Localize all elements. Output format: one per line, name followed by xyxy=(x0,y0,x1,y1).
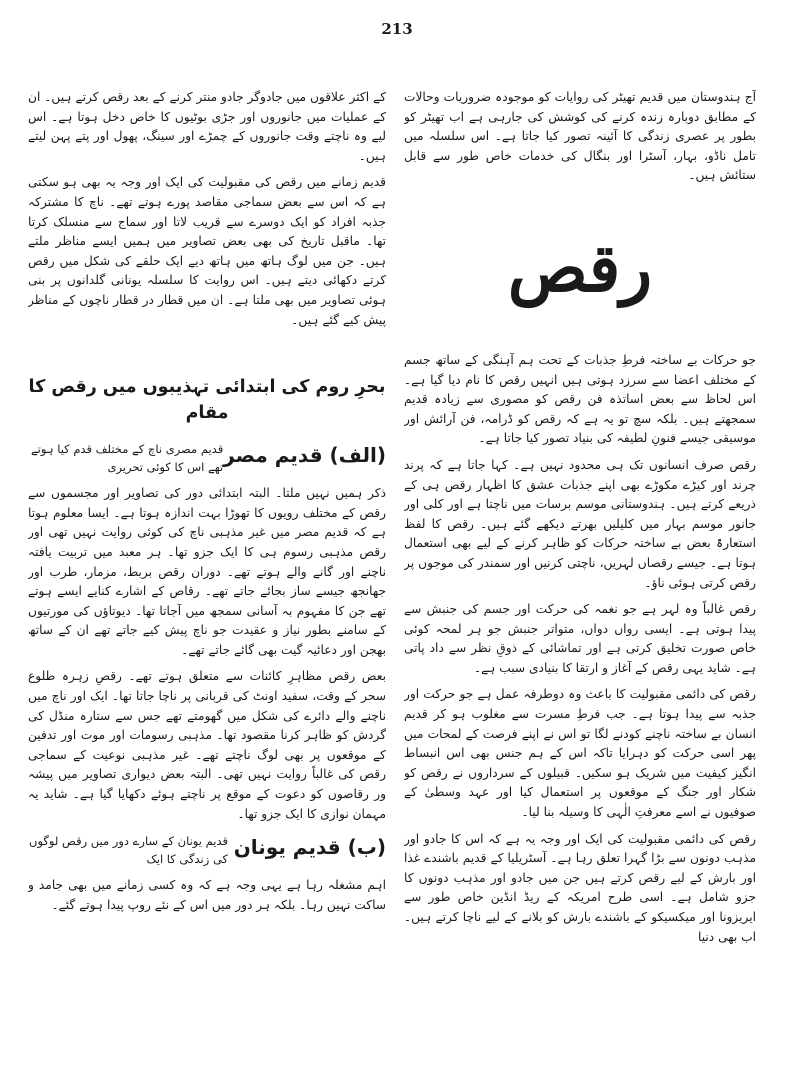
intro-paragraph: آج ہندوستان میں قدیم تھیٹر کی روایات کو موجودہ ضروریات وحالات کے مطابق دوبارہ زندہ کرنے کی کوشش کی جارہی ہے اب تھیٹر کو بطور پر عصری زندگی کا آئینہ تصور کیا جاتا ہے۔ اس سلسلہ میں تامل ناڈو، بہار، آسٹرا اور بنگال کی خدمات خاص طور سے قابل ستائش ہیں۔ xyxy=(404,90,756,183)
subsection-title: (الف) قدیم مصر xyxy=(223,443,386,468)
paragraph: رقص غالباً وہ لہر ہے جو نغمہ کی حرکت اور جسم کی جنبش سے پیدا ہوتی ہے۔ ایسی رواں دواں، متواتر جنبش جو ہر لمحہ کوئی خاص صورت تخلیق کرتی ہے اور تماشائی کے ذوقِ نظر سے داد پاتی ہے۔ شاید یہی رقص کے آغاز و ارتقا کا بنیادی سبب ہے۔ xyxy=(404,602,756,675)
paragraph: رقص کی دائمی مقبولیت کی ایک اور وجہ یہ ہے کہ اس کا جادو اور مذہب دونوں سے بڑا گہرا تعلق رہا ہے۔ آسٹریلیا کے قدیم باشندے غذا اور بارش کے لیے رقص کرتے ہیں جن میں جادو اور مذہب دونوں کا جزو شامل ہے۔ اسی طرح امریکہ کے ریڈ انڈین خاص طور سے ایریزونا اور میکسیکو کے باشندے بارش کو بلانے کے لیے ناچا کرتے ہیں۔ اب بھی دنیا xyxy=(404,831,756,944)
subsection-greece-heading xyxy=(28,832,386,868)
raqs-title: رقص xyxy=(507,228,653,307)
subsection-title: (ب) قدیم یونان xyxy=(233,835,386,860)
subsection-note: قدیم یونان کے سارے دور میں رقص لوگوں کی زندگی کا ایک xyxy=(29,834,228,867)
right-column xyxy=(404,88,756,1050)
paragraph: اہم مشغلہ رہا ہے یہی وجہ ہے کہ وہ کسی زمانے میں بھی جامد و ساکت نہیں رہا۔ بلکہ ہر دور میں اس کے نئے روپ پیدا ہوتے گئے۔ xyxy=(28,878,386,912)
paragraph: ذکر ہمیں نہیں ملتا۔ البتہ ابتدائی دور کی تصاویر اور مجسموں سے رقص کے مختلف رویوں کا تھوڑا بہت اندازہ ہوتا ہے۔ ایسا معلوم ہوتا ہے کہ قدیم مصر میں غیر مذہبی ناچ کی کوئی روایت نہیں تھی اور رقص مذہبی رسوم ہی کا ایک جزو تھا۔ ہر معبد میں تربیت یافتہ ناچنے اور گانے والے ہوتے تھے۔ دوران رقص بربط، مزمار، طرب اور جھانجھ جیسے ساز بجائے جاتے تھے۔ رقاص کے اشارے کنایے ایسے ہوتے تھے جن کا مفہوم بہ آسانی سمجھ میں آجاتا تھا۔ دیوتاؤں کی مورتیوں کے سامنے بطور نیاز و عقیدت جو ناچ پیش کیے جاتے تھے ان کے ساتھ بھجن اور دعائیہ گیت بھی گائے جاتے تھے۔ xyxy=(28,486,386,657)
subsection-note: قدیم مصری ناچ کے مختلف قدم کیا ہوتے تھے اس کا کوئی تحریری xyxy=(30,442,224,475)
paragraph: کے اکثر علاقوں میں جادوگر جادو منتر کرنے کے بعد رقص کرتے ہیں۔ ان کے عملیات میں جانوروں اور جڑی بوٹیوں کا خاص دخل ہوتا ہے۔ اس لیے وہ ناچتے وقت جانوروں کے چمڑے اور سینگ، پھول اور پتے پہن لیتے ہیں۔ xyxy=(28,90,386,163)
paragraph: جو حرکات بے ساختہ فرطِ جذبات کے تحت ہم آہنگی کے ساتھ جسم کے مختلف اعضا سے سرزد ہوتی ہیں انہیں رقص کا نام دیا گیا ہے۔ اس لحاظ سے بعض اساتذہ فن رقص کو مصوری سے زیادہ قدیم سمجھتے ہیں۔ بلکہ سچ تو یہ ہے کہ رقص کو ڈرامہ، فن آرائش اور موسیقی جیسے فنونِ لطیفہ کی بنیاد تصور کیا جاتا ہے۔ xyxy=(404,352,756,446)
section-title: بحرِ روم کی ابتدائی تہذیبوں میں رقص کا مقام xyxy=(28,377,386,424)
paragraph: رقص کی دائمی مقبولیت کا باعث وہ دوطرفہ عمل ہے جو حرکت اور جذبہ سے پیدا ہوتا ہے۔ جب فرطِ مسرت سے مغلوب ہو کر قدیم انسان بے ساختہ ناچنے کودنے لگا تو اس نے اپنے فرصت کے لمحات میں پھر اسی حرکت کو دہرایا تاکہ اس کے ہم جنس بھی اس انبساط انگیز کیفیت میں شریک ہو سکیں۔ قبیلوں کے سرداروں نے رقص کو شکار اور جنگ کے موقعوں پر استعمال کیا اور عہد وسطیٰ کے صوفیوں نے اسے معرفتِ الٰہی کا وسیلہ بنا لیا۔ xyxy=(404,687,756,820)
paragraph: رقص صرف انسانوں تک ہی محدود نہیں ہے۔ کہا جاتا ہے کہ پرند چرند اور کیڑے مکوڑے بھی اپنے جذبات عشق کا اظہار رقص ہی کے ذریعے کرتے ہیں۔ ہندوستانی موسم برسات میں ناچتا ہے اور کلی اور جانور موسم بہار میں کلیلیں بھرتے دیکھے گئے ہیں۔ رقص کا لفظ استعارۃً بعض بے ساختہ حرکات کو ظاہر کرنے کے لیے بھی استعمال ہوتا ہے۔ جیسے رقصاں لہریں، ناچتی کرنیں اور سمندر کی موجوں پر رقص کرتی ہوئی ناؤ۔ xyxy=(404,457,756,590)
page-number: 213 xyxy=(381,20,413,38)
paragraph: بعض رقص مظاہرِ کائنات سے متعلق ہوتے تھے۔ رقصِ زہرہ طلوع سحر کے وقت، سفید اونٹ کی قربانی پر ناچا جاتا تھا۔ ایک اور ناچ میں ناچنے والے دائرے کی شکل میں گھومتے تھے جس سے ستارہ منڈل کی گردش کو ظاہر کرنا مقصود تھا۔ مذہبی رسومات اور موت اور تدفین کے موقعوں پر بھی لوگ ناچتے تھے۔ غیر مذہبی نوعیت کے سماجی رقص کی غالباً روایت نہیں تھی۔ البتہ بعض دیواری تصاویر میں پیشہ ور رقاصوں کو دعوت کے موقع پر ناچتے ہوئے دکھایا گیا ہے۔ شاید یہ مہمان نوازی کا ایک جزو تھا۔ xyxy=(28,669,386,821)
left-column xyxy=(28,88,386,1050)
subsection-egypt-heading xyxy=(28,440,386,476)
paragraph: قدیم زمانے میں رقص کی مقبولیت کی ایک اور وجہ یہ بھی ہو سکتی ہے کہ اس سے بعض سماجی مقاصد پورے ہوتے تھے۔ ناچ کا مشترکہ جذبہ افراد کو ایک دوسرے سے قریب لاتا اور سماج سے منسلک کرتا تھا۔ ماقبل تاریخ کی بھی بعض تصاویر میں ہمیں ایسے مناظر ملتے ہیں۔ جن میں لوگ ہاتھ میں ہاتھ دیے ایک حلقے کی شکل میں رقص کرتے دکھائی دیتے ہیں۔ اس روایت کا سلسلہ یونانی گلدانوں پر بنی ہوئی تصاویر میں بھی ملتا ہے۔ ان میں قطار در قطار ناچوں کے مناظر پیش کیے گئے ہیں۔ xyxy=(28,175,386,327)
